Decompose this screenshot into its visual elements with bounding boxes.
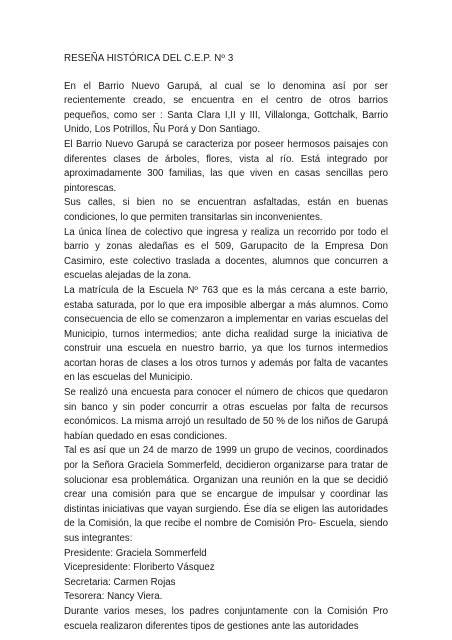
- paragraph-enrollment: La matrícula de la Escuela Nº 763 que es la más cercana a este barrio, estaba saturada, por lo que era imposible albergar a más alumnos. Como consecuencia de ello se comenzaron a implementar en varias escuelas del Municipio, turnos intermedios; ante dicha realidad surge la iniciativa de construir una escuela en nuestro barrio, ya que los turnos intermedios acortan horas de clases a los otros turnos y además por falta de vacantes en las escuelas del Municipio.: [64, 284, 388, 384]
- member-treasurer: Tesorera: Nancy Viera.: [64, 591, 163, 603]
- document-title: RESEÑA HISTÓRICA DEL C.E.P. Nº 3: [64, 53, 234, 64]
- paragraph-barrio-location: En el Barrio Nuevo Garupá, al cual se lo denomina así por ser recientemente creado, se encuentra en el centro de otros barrios pequeños, como ser : Santa Clara I,II y III, Villalonga, Gottchalk, Barrio Unido, Los Potrillos, Ñu Porá y Don Santiago.: [64, 80, 388, 136]
- paragraph-bus-line: La única línea de colectivo que ingresa y realiza un recorrido por todo el barrio y zonas aledañas es el 509, Garupacito de la Empresa Don Casimiro, este colectivo traslada a docentes, alumnos que concurren a escuelas alejadas de la zona.: [64, 226, 388, 282]
- member-president: Presidente: Graciela Sommerfeld: [64, 547, 207, 559]
- paragraph-streets: Sus calles, si bien no se encuentran asfaltadas, están en buenas condiciones, lo que permiten transitarlas sin inconvenientes.: [64, 197, 388, 223]
- paragraph-commission: Tal es así que un 24 de marzo de 1999 un grupo de vecinos, coordinados por la Señora Graciela Sommerfeld, decidieron organizarse para tratar de solucionar esa problemática. Organizan una reunión en la que se decidió crear una comisión para que se encargue de impulsar y coordinar las distintas iniciativas que vayan surgiendo. Ése día se eligen las autoridades de la Comisión, la que recibe el nombre de Comisión Pro- Escuela, siendo sus integrantes:: [64, 445, 388, 544]
- paragraph-survey: Se realizó una encuesta para conocer el número de chicos que quedaron sin banco y sin poder concurrir a otras escuelas por falta de recursos económicos. La misma arrojó un resultado de 50 % de los niños de Garupá habían quedado en esas condiciones.: [64, 387, 388, 442]
- member-vice-president: Vicepresidente: Floriberto Vásquez: [64, 562, 215, 574]
- paragraph-closing: Durante varios meses, los padres conjuntamente con la Comisión Pro escuela realizaron diferentes tipos de gestiones ante las autoridades: [64, 605, 388, 632]
- member-secretary: Secretaria: Carmen Rojas: [64, 576, 176, 588]
- document-body: [64, 52, 388, 634]
- paragraph-barrio-description: El Barrio Nuevo Garupá se caracteriza por poseer hermosos paisajes con diferentes clases de árboles, flores, vista al río. Está integrado por aproximadamente 300 familias, las que viven en casas sencillas pero pintorescas.: [64, 138, 388, 194]
